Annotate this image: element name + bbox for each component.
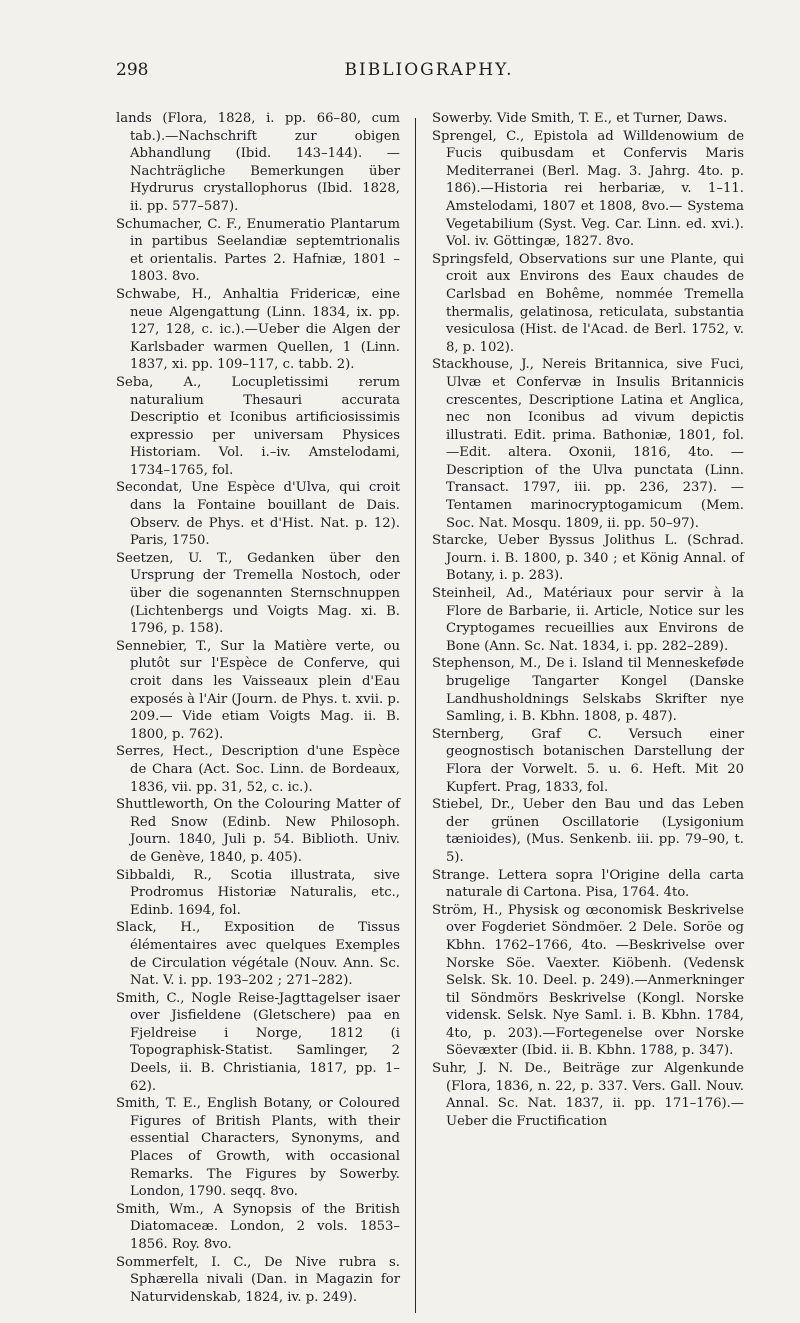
bibliography-entry: Stackhouse, J., Nereis Britannica, sive Fuci, Ulvæ et Confervæ in Insulis Britannicis crescentes, Descriptione Latina et Anglica, nec non Iconibus ad vivum depictis illustrati. Edit. prima. Bathoniæ, 1801, fol.—Edit. altera. Oxonii, 1816, 4to. — Description of the Ulva punctata (Linn. Transact. 1797, iii. pp. 236, 237). — Tentamen marinocryptogamicum (Mem. Soc. Nat. Mosqu. 1809, ii. pp. 50–97).: [432, 357, 744, 531]
bibliography-entry: lands (Flora, 1828, i. pp. 66–80, cum tab.).—Nachschrift zur obigen Abhandlung (Ibid. 143–144). — Nachträgliche Bemerkungen über Hydrurus crystallophorus (Ibid. 1828, ii. pp. 577–587).: [116, 111, 400, 214]
bibliography-entry: Seetzen, U. T., Gedanken über den Ursprung der Tremella Nostoch, oder über die sogenannten Sternschnuppen (Lichtenbergs und Voigts Mag. xi. B. 1796, p. 158).: [116, 550, 400, 637]
bibliography-entry: Secondat, Une Espèce d'Ulva, qui croit dans la Fontaine bouillant de Dais. Observ. de Phys. et d'Hist. Nat. p. 12). Paris, 1750.: [116, 480, 400, 549]
bibliography-entry: Sprengel, C., Epistola ad Willdenowium de Fucis quibusdam et Confervis Maris Mediterranei (Berl. Mag. 3. Jahrg. 4to. p. 186).—Historia rei herbariæ, v. 1–11. Amstelodami, 1807 et 1808, 8vo.— Systema Vegetabilium (Syst. Veg. Car. Linn. ed. xvi.). Vol. iv. Göttingæ, 1827. 8vo.: [432, 128, 744, 250]
bibliography-entry: Stephenson, M., De i. Island til Menneskeføde brugelige Tangarter Kongel (Danske Landhusholdnings Selskabs Skrifter nye Samling, i. B. Kbhn. 1808, p. 487).: [432, 656, 744, 725]
page-number: 298: [116, 60, 149, 80]
bibliography-entry: Serres, Hect., Description d'une Espèce de Chara (Act. Soc. Linn. de Bordeaux, 1836, vii. pp. 31, 52, c. ic.).: [116, 744, 400, 795]
bibliography-entry: Strange. Lettera sopra l'Origine della carta naturale di Cartona. Pisa, 1764. 4to.: [432, 867, 744, 901]
column-divider: [415, 118, 416, 1313]
page-header: [116, 60, 742, 86]
left-column: [116, 110, 400, 1306]
bibliography-entry: Steinheil, Ad., Matériaux pour servir à la Flore de Barbarie, ii. Article, Notice sur les Cryptogames recueillies aux Environs de Bone (Ann. Sc. Nat. 1834, i. pp. 282–289).: [432, 586, 744, 654]
bibliography-entry: Shuttleworth, On the Colouring Matter of Red Snow (Edinb. New Philosoph. Journ. 1840, Juli p. 54. Biblioth. Univ. de Genève, 1840, p. 405).: [116, 797, 400, 865]
bibliography-entry: Suhr, J. N. De., Beiträge zur Algenkunde (Flora, 1836, n. 22, p. 337. Vers. Gall. Nouv. Annal. Sc. Nat. 1837, ii. pp. 171–176).—Ueber die Fructification: [432, 1061, 744, 1129]
bibliography-entry: Smith, C., Nogle Reise-Jagttagelser isaer over Jisfieldene (Gletschere) paa en Fjeldreise i Norge, 1812 (i Topographisk-Statist. Samlinger, 2 Deels, ii. B. Christiania, 1817, pp. 1–62).: [116, 990, 400, 1094]
right-column: [432, 110, 744, 1130]
bibliography-entry: Schumacher, C. F., Enumeratio Plantarum in partibus Seelandiæ septemtrionalis et orientalis. Partes 2. Hafniæ, 1801 –1803. 8vo.: [116, 216, 400, 285]
running-title: BIBLIOGRAPHY.: [344, 60, 514, 80]
bibliography-entry: Sennebier, T., Sur la Matière verte, ou plutôt sur l'Espèce de Conferve, qui croit dans les Vaisseaux plein d'Eau exposés à l'Air (Journ. de Phys. t. xvii. p. 209.— Vide etiam Voigts Mag. ii. B. 1800, p. 762).: [116, 638, 400, 742]
bibliography-entry: Slack, H., Exposition de Tissus élémentaires avec quelques Exemples de Circulation végétale (Nouv. Ann. Sc. Nat. V. i. pp. 193–202 ; 271–282).: [116, 920, 400, 989]
bibliography-entry: Springsfeld, Observations sur une Plante, qui croit aux Environs des Eaux chaudes de Carlsbad en Bohême, nommée Tremella thermalis, gelatinosa, reticulata, substantia vesiculosa (Hist. de l'Acad. de Berl. 1752, v. 8, p. 102).: [432, 251, 744, 355]
bibliography-entry: Seba, A., Locupletissimi rerum naturalium Thesauri accurata Descriptio et Iconibus artificiosissimis expressio per universam Physices Historiam. Vol. i.–iv. Amstelodami, 1734–1765, fol.: [116, 374, 400, 478]
bibliography-entry: Ström, H., Physisk og œconomisk Beskrivelse over Fogderiet Söndmöer. 2 Dele. Soröe og Kbhn. 1762–1766, 4to. —Beskrivelse over Norske Söe. Vaexter. Kiöbenh. (Vedensk Selsk. Sk. 10. Deel. p. 249).—Anmerkninger til Söndmörs Beskrivelse (Kongl. Norske vidensk. Selsk. Nye Saml. i. B. Kbhn. 1784, 4to, p. 203).—Fortegenelse over Norske Söevæxter (Ibid. ii. B. Kbhn. 1788, p. 347).: [432, 902, 744, 1059]
bibliography-entry: Sommerfelt, I. C., De Nive rubra s. Sphærella nivali (Dan. in Magazin for Naturvidenskab, 1824, iv. p. 249).: [116, 1254, 400, 1305]
bibliography-entry: Starcke, Ueber Byssus Jolithus L. (Schrad. Journ. i. B. 1800, p. 340 ; et König Annal. of Botany, i. p. 283).: [432, 533, 744, 584]
bibliography-entry: Stiebel, Dr., Ueber den Bau und das Leben der grünen Oscillatorie (Lysigonium tænioides), (Mus. Senkenb. iii. pp. 79–90, t. 5).: [432, 797, 744, 865]
bibliography-entry: Sowerby. Vide Smith, T. E., et Turner, Daws.: [432, 111, 728, 126]
bibliography-entry: Sternberg, Graf C. Versuch einer geognostisch botanischen Darstellung der Flora der Vorwelt. 5. u. 6. Heft. Mit 20 Kupfert. Prag, 1833, fol.: [432, 726, 744, 795]
bibliography-entry: Smith, Wm., A Synopsis of the British Diatomaceæ. London, 2 vols. 1853–1856. Roy. 8vo.: [116, 1201, 400, 1252]
bibliography-entry: Sibbaldi, R., Scotia illustrata, sive Prodromus Historiæ Naturalis, etc., Edinb. 1694, fol.: [116, 867, 400, 918]
bibliography-entry: Smith, T. E., English Botany, or Coloured Figures of British Plants, with their essential Characters, Synonyms, and Places of Growth, with occasional Remarks. The Figures by Sowerby. London, 1790. seqq. 8vo.: [116, 1096, 400, 1200]
bibliography-entry: Schwabe, H., Anhaltia Fridericæ, eine neue Algengattung (Linn. 1834, ix. pp. 127, 128, c. ic.).—Ueber die Algen der Karlsbader warmen Quellen, 1 (Linn. 1837, xi. pp. 109–117, c. tabb. 2).: [116, 286, 400, 373]
